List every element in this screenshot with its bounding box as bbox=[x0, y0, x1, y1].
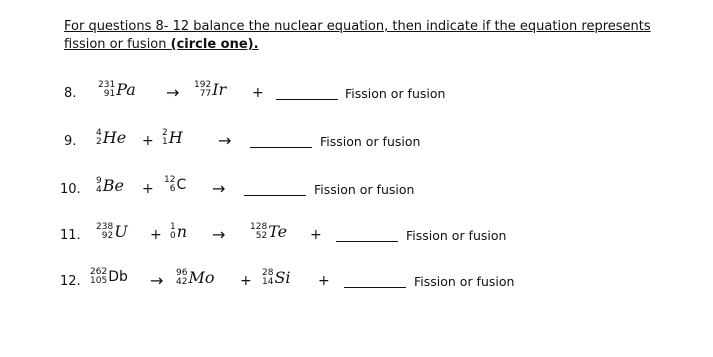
mass-number: 238 bbox=[96, 221, 114, 232]
instructions-line-2 bbox=[64, 36, 664, 54]
question-9 bbox=[0, 128, 713, 158]
question-number: 11. bbox=[60, 228, 81, 243]
plus-sign: + bbox=[310, 227, 322, 243]
answer-blank[interactable] bbox=[336, 241, 398, 242]
mass-number: 262 bbox=[90, 267, 108, 277]
nuclide-he-4 bbox=[96, 128, 126, 156]
atomic-number: 77 bbox=[199, 88, 212, 99]
question-number: 9. bbox=[64, 134, 77, 149]
atomic-number: 1 bbox=[162, 136, 168, 147]
question-11 bbox=[0, 222, 713, 252]
atomic-number: 6 bbox=[169, 184, 176, 194]
instructions-line-2-text: fission or fusion bbox=[64, 37, 167, 52]
atomic-number: 52 bbox=[255, 230, 268, 241]
element-symbol: U bbox=[114, 222, 128, 241]
nuclide-pa-231 bbox=[98, 80, 136, 108]
element-symbol: Te bbox=[268, 222, 288, 241]
mass-number: 12 bbox=[164, 175, 176, 185]
question-10 bbox=[0, 176, 713, 206]
plus-sign: + bbox=[142, 181, 154, 197]
nuclide-ir-192 bbox=[194, 80, 226, 108]
nuclide-n-1 bbox=[170, 222, 187, 250]
nuclide-be-9 bbox=[96, 176, 124, 204]
nuclide-mo-96 bbox=[176, 268, 214, 296]
element-symbol: Db bbox=[108, 269, 128, 285]
atomic-number: 14 bbox=[262, 276, 274, 287]
atomic-number: 92 bbox=[101, 230, 114, 241]
fission-or-fusion-choice[interactable]: Fission or fusion bbox=[345, 86, 446, 101]
instructions bbox=[64, 18, 664, 54]
fission-or-fusion-choice[interactable]: Fission or fusion bbox=[414, 274, 515, 289]
mass-number: 9 bbox=[96, 175, 102, 186]
instructions-circle-one: (circle one). bbox=[170, 37, 259, 52]
question-8 bbox=[0, 80, 713, 110]
mass-number: 28 bbox=[262, 267, 274, 278]
mass-number: 1 bbox=[170, 221, 176, 232]
mass-number: 128 bbox=[250, 221, 268, 232]
question-number: 8. bbox=[64, 86, 77, 101]
reaction-arrow: → bbox=[212, 225, 226, 244]
fission-or-fusion-choice[interactable]: Fission or fusion bbox=[320, 134, 421, 149]
reaction-arrow: → bbox=[150, 271, 164, 290]
nuclide-si-28 bbox=[262, 268, 291, 296]
atomic-number: 91 bbox=[103, 88, 116, 99]
nuclide-h-2 bbox=[162, 128, 183, 156]
element-symbol: H bbox=[168, 128, 183, 147]
element-symbol: He bbox=[102, 128, 127, 147]
nuclide-db-262 bbox=[90, 268, 128, 296]
fission-or-fusion-choice[interactable]: Fission or fusion bbox=[406, 228, 507, 243]
nuclide-u-238 bbox=[96, 222, 128, 250]
answer-blank[interactable] bbox=[250, 147, 312, 148]
answer-blank[interactable] bbox=[276, 99, 338, 100]
mass-number: 2 bbox=[162, 127, 168, 138]
element-symbol: C bbox=[176, 177, 187, 193]
atomic-number: 105 bbox=[90, 276, 108, 286]
mass-number: 4 bbox=[96, 127, 102, 138]
element-symbol: Mo bbox=[188, 268, 215, 287]
mass-number: 96 bbox=[176, 267, 188, 278]
mass-number: 231 bbox=[98, 79, 116, 90]
answer-blank[interactable] bbox=[344, 287, 406, 288]
reaction-arrow: → bbox=[166, 83, 180, 102]
atomic-number: 0 bbox=[170, 230, 176, 241]
question-number: 10. bbox=[60, 182, 81, 197]
element-symbol: Pa bbox=[116, 80, 136, 99]
element-symbol: Be bbox=[102, 176, 124, 195]
reaction-arrow: → bbox=[212, 179, 226, 198]
nuclide-c-12 bbox=[164, 176, 186, 204]
mass-number: 192 bbox=[194, 79, 212, 90]
question-12 bbox=[0, 268, 713, 298]
plus-sign: + bbox=[252, 85, 264, 101]
plus-sign: + bbox=[318, 273, 330, 289]
answer-blank[interactable] bbox=[244, 195, 306, 196]
nuclide-te-128 bbox=[250, 222, 287, 250]
instructions-line-1: For questions 8- 12 balance the nuclear equation, then indicate if the equation represents bbox=[64, 19, 651, 34]
reaction-arrow: → bbox=[218, 131, 232, 150]
fission-or-fusion-choice[interactable]: Fission or fusion bbox=[314, 182, 415, 197]
atomic-number: 4 bbox=[96, 184, 102, 195]
element-symbol: Ir bbox=[212, 80, 227, 99]
plus-sign: + bbox=[240, 273, 252, 289]
plus-sign: + bbox=[142, 133, 154, 149]
element-symbol: Si bbox=[274, 268, 291, 287]
plus-sign: + bbox=[150, 227, 162, 243]
element-symbol: n bbox=[176, 222, 188, 241]
atomic-number: 42 bbox=[176, 276, 188, 287]
atomic-number: 2 bbox=[96, 136, 102, 147]
question-number: 12. bbox=[60, 274, 81, 289]
